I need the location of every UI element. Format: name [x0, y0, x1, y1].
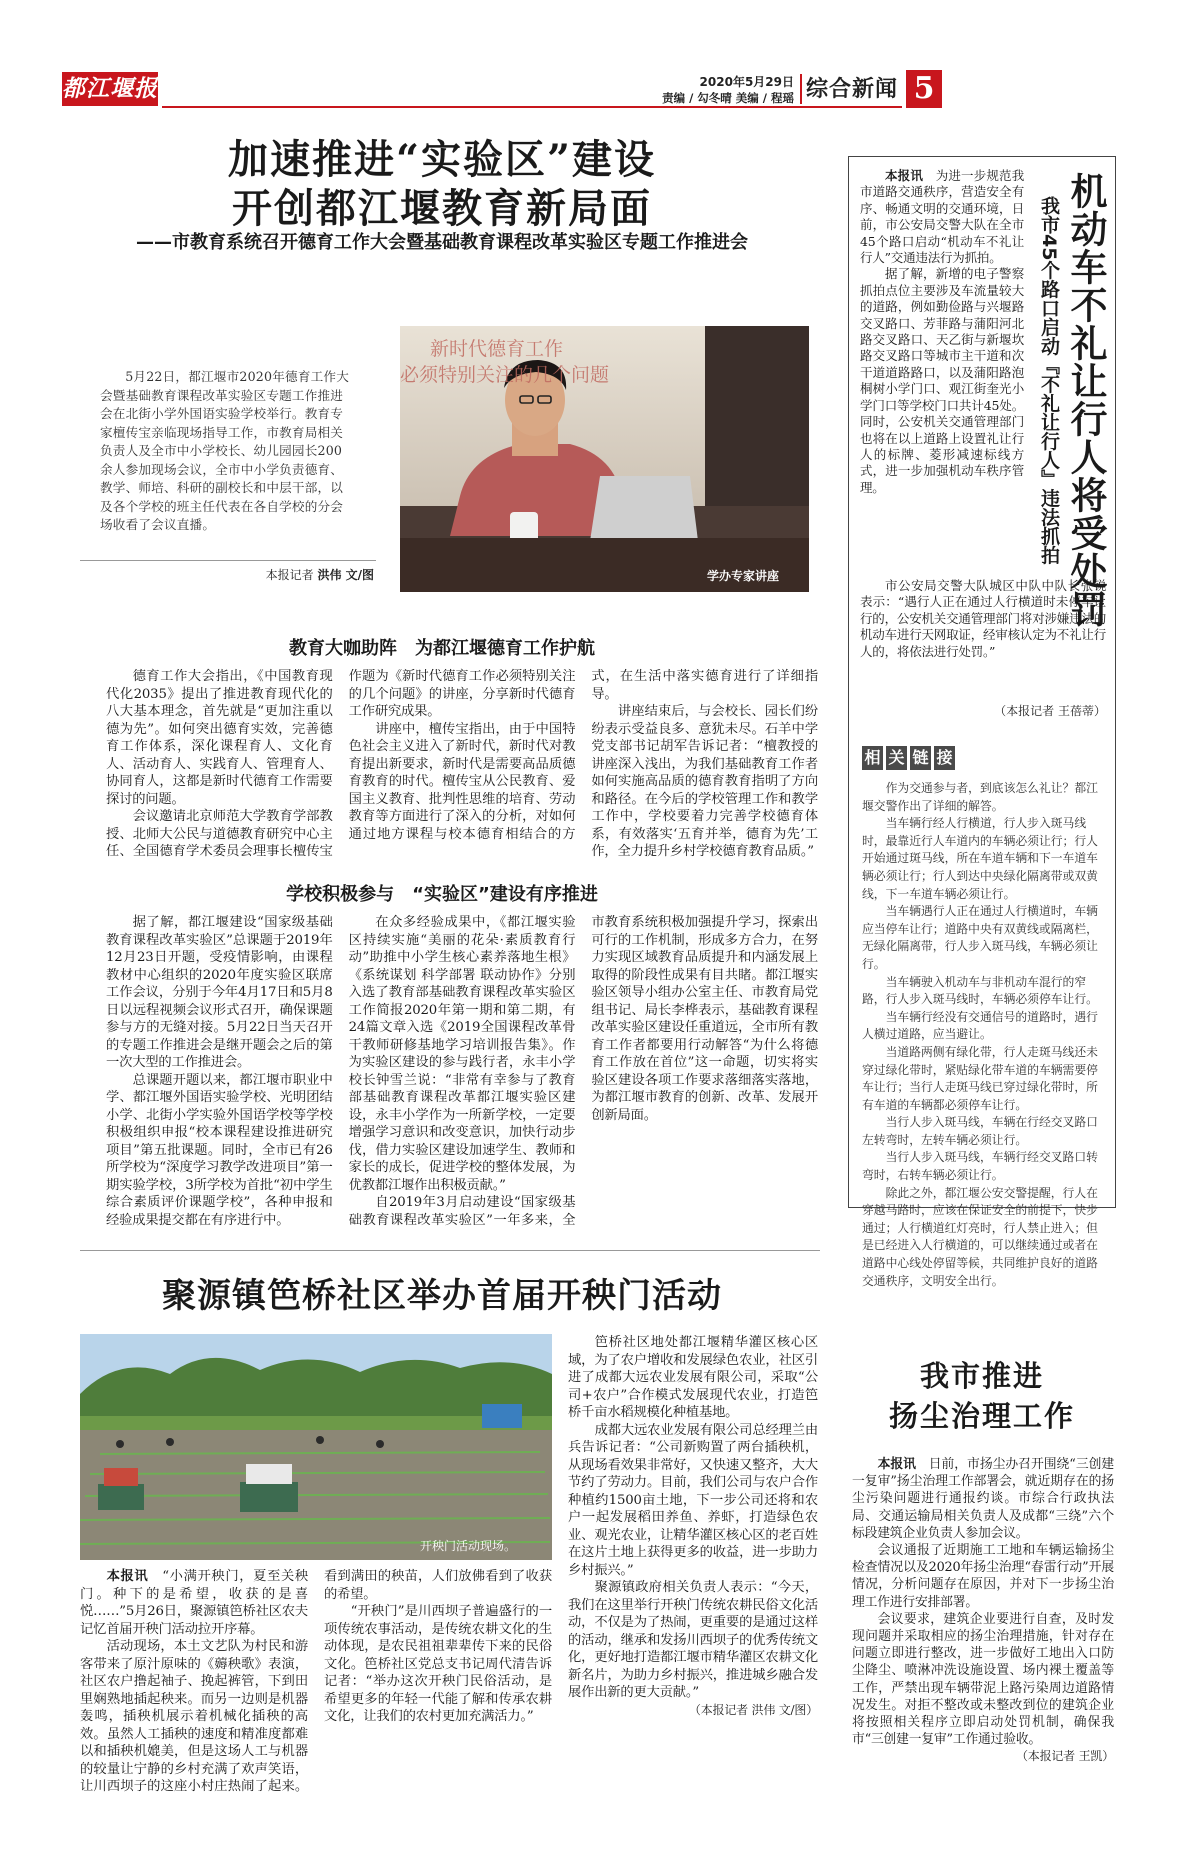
section-name: 综合新闻 [805, 77, 898, 102]
header-editors: 责编 / 勾冬晴 美编 / 程瑶 [662, 91, 794, 105]
sidebar-body-wide [860, 578, 1106, 660]
lead-subtitle: ——市教育系统召开德育工作大会暨基础教育课程改革实验区专题工作推进会 [136, 232, 748, 253]
section2-paragraph: 自2019年3月启动建设“国家级基础教育课程改革实验区”一年多来，全市教育系统积极加强提升学习，探索出可行的工作机制，形成多方合力，在努力实现区域教育品质提升和内涵发展上取得的阶段性成果有目共睹。都江堰实验区领导小组办公室主任、市教育局党组书记、局长李桦表示，基础教育课程改革实验区建设任重道远，全市所有教育工作者都要用行动解答“为什么将德育工作放在首位”这一命题，切实将实验区建设各项工作要求落细落实落地，为都江堰市教育的创新、改革、发展开创新局面。 [348, 915, 818, 1228]
related-links-char: 相 [862, 746, 883, 770]
masthead-logo: 都江堰报 [62, 72, 158, 106]
section2-heading: 学校积极参与 “实验区”建设有序推进 [286, 884, 598, 905]
related-paragraph: 当车辆遇行人正在通过人行横道时，车辆应当停车让行；道路中央有双黄线或隔离栏，无绿化隔离带，行人步入斑马线，车辆必须让行。 [862, 904, 1098, 971]
article-separator [80, 1250, 820, 1251]
section1-paragraph: 讲座中，檀传宝指出，由于中国特色社会主义进入了新时代，新时代对教育提出新要求，新时代是需要高品质德育教育的时代。檀传宝从公民教育、爱国主义教育、批判性思维的培育、劳动教育等方面进行了深入的分析，对如何通过地方课程与校本德育相结合的方式，在生活中落实德育进行了详细指导。 [348, 669, 818, 842]
related-paragraph: 当车辆行经没有交通信号的道路时，遇行人横过道路，应当避让。 [862, 1009, 1098, 1042]
article3-title-line2: 扬尘治理工作 [888, 1399, 1075, 1433]
related-links-char: 接 [934, 746, 955, 770]
sidebar-body [860, 168, 1024, 588]
sidebar-subtitle: 我市45个路口启动『不礼让行人』违法抓拍 [1038, 196, 1060, 565]
article2-paragraph: “开秧门”是川西坝子普遍盛行的一项传统农事活动，是传统农耕文化的生动体现，是农民祖祖辈辈传下来的民俗文化。笆桥社区党总支书记周代清告诉记者：“举办这次开秧门民俗活动，是希望更多的年轻一代能了解和传承农耕文化，让我们的农村更加充满活力。” [324, 1604, 552, 1724]
article2-credit: （本报记者 洪伟 文/图） [688, 1702, 818, 1717]
article3-paragraph: 会议通报了近期施工工地和车辆运输扬尘检查情况以及2020年扬尘治理“春雷行动”开展情况，分析问题存在原因，并对下一步扬尘治理工作进行安排部署。 [852, 1543, 1114, 1610]
section1-paragraph: 会议邀请北京师范大学教育学部教授、北师大公民与道德教育研究中心主任、全国德育学术委员会理事长檀传宝作题为《新时代德育工作必须特别关注的几个问题》的讲座，分享新时代德育工作研究成果。 [106, 669, 576, 859]
article3-paragraph: 本报讯 日前，市扬尘办召开围绕“三创建一复审”扬尘治理工作部署会，就近期存在的扬尘污染问题进行通报约谈。市综合行政执法局、交通运输局相关负责人及成都“三绕”六个标段建筑企业负责人参加会议。 [852, 1457, 1114, 1541]
section2-body [106, 914, 818, 1234]
article2-paragraph: 聚源镇政府相关负责人表示：“今天，我们在这里举行开秧门传统农耕民俗文化活动，不仅是为了热闹，更重要的是通过这样的活动，继承和发扬川西坝子的优秀传统文化，更好地打造都江堰市精华灌区农耕文化新名片，为助力乡村振兴，推进城乡融合发展作出新的更大贡献。” [568, 1580, 818, 1700]
related-paragraph: 当车辆行经人行横道，行人步入斑马线时，最靠近行人车道内的车辆必须让行；行人开始通过斑马线，所在车道车辆和下一车道车辆必须让行；行人到达中央绿化隔离带或双黄线，下一车道车辆必须让行。 [862, 816, 1098, 901]
section1-paragraph: 讲座结束后，与会校长、园长们纷纷表示受益良多、意犹未尽。石羊中学党支部书记胡军告诉记者：“檀教授的讲座深入浅出，为我们基础教育工作者如何实施高品质的德育教育指明了方向和路径。在今后的学校管理工作和教学工作中，学校要着力完善学校德育体系，有效落实‘五育并举，德育为先’工作，全力提升乡村学校德育教育品质。” [591, 704, 818, 859]
related-links-char: 关 [886, 746, 907, 770]
article2-body-right [568, 1334, 818, 1804]
lead-title-line1: 加速推进“实验区”建设 [227, 136, 656, 183]
section2-paragraph: 在众多经验成果中，《都江堰实验区持续实施“美丽的花朵·素质教育行动”助推中小学生核心素养落地生根》《系统谋划 科学部署 联动协作》分别入选了教育部基础教育课程改革实验区工作简报2020年第一期和第二期，有24篇文章入选《2019全国课程改革骨干教师研修基地学习培训报告集》。作为实验区建设的参与践行者，永丰小学校长钟雪兰说：“非常有幸参与了教育部基础教育课程改革都江堰实验区建设，永丰小学作为一所新学校，一定要增强学习意识和改变意识，加快行动步伐，借力实验区建设加速学生、教师和家长的成长，促进学校的整体发展，为优教都江堰作出积极贡献。” [348, 915, 576, 1193]
related-links-label [862, 746, 955, 770]
article3-paragraph: 会议要求，建筑企业要进行自查，及时发现问题并采取相应的扬尘治理措施，针对存在问题立即进行整改，进一步做好工地出入口防尘降尘、喷淋冲洗设施设置、场内裸土覆盖等工作，严禁出现车辆带泥上路污染周边道路情况发生。对拒不整改或未整改到位的建筑企业将按照相关程序立即启动处罚机制，确保我市“三创建一复审”工作通过验收。 [852, 1611, 1114, 1748]
section1-heading: 教育大咖助阵 为都江堰德育工作护航 [289, 638, 595, 659]
article2-body-left [80, 1568, 552, 1804]
related-paragraph: 当车辆驶入机动车与非机动车混行的窄路，行人步入斑马线时，车辆必须停车让行。 [862, 974, 1098, 1007]
section2-paragraph: 据了解，都江堰建设“国家级基础教育课程改革实验区”总课题于2019年12月23日开题，受疫情影响，由课程教材中心组织的2020年度实验区联席工作会议，分别于今年4月17日和5月8日以远程视频会议形式召开，确保课题参与方的无缝对接。5月22日当天召开的专题工作推进会是继开题会之后的第一次大型的工作推进会。 [106, 915, 333, 1070]
related-paragraph: 当道路两侧有绿化带，行人走斑马线还未穿过绿化带时，紧贴绿化带车道的车辆需要停车让行；当行人走斑马线已穿过绿化带时，所有车道的车辆都必须停车让行。 [862, 1044, 1098, 1112]
related-paragraph: 当行人步入斑马线，车辆在行经交叉路口左转弯时，左转车辆必须让行。 [862, 1115, 1098, 1147]
lead-photo-caption: 学办专家讲座 [706, 569, 779, 583]
article2-paragraph: 活动现场，本土文艺队为村民和游客带来了原汁原味的《薅秧歌》表演，社区农户撸起袖子、挽起裤管，下到田里娴熟地插起秧来。而另一边则是机器轰鸣，插秧机展示着机械化插秧的高效。虽然人工插秧的速度和精准度都难以和插秧机媲美，但是这场人工与机器的较量让宁静的乡村充满了欢声笑语，让川西坝子的这座小村庄热闹了起来。看到满田的秧苗，人们放佛看到了收获的希望。 [80, 1569, 552, 1794]
article2-paragraph: 本报讯 “小满开秧门，夏至关秧门。种下的是希望，收获的是喜悦……”5月26日，聚源镇笆桥社区农夫记忆首届开秧门活动拉开序幕。 [80, 1569, 308, 1637]
related-links-char: 链 [910, 746, 931, 770]
sidebar-title: 机动车不礼让行人将受处罚 [1064, 172, 1108, 628]
article3-body [852, 1456, 1114, 1766]
screen-text-1: 新时代德育工作 [430, 338, 564, 360]
section2-paragraph: 总课题开题以来，都江堰市职业中学、都江堰外国语实验学校、光明团结小学、北街小学实验外国语学校等学校积极组织申报“校本课程建设推进研究项目”第五批课题。同时，全市已有26所学校为“深度学习教学改进项目”第一期实验学校，3所学校为首批“初中学生综合素质评价课题学校”，各种申报和经验成果提交都在有序进行中。 [106, 1072, 333, 1228]
related-links-body [862, 780, 1106, 1290]
lead-title-line2: 开创都江堰教育新局面 [232, 185, 652, 232]
page-header [62, 70, 942, 110]
intro-rule [80, 560, 376, 561]
sidebar-paragraph: 本报讯 为进一步规范我市道路交通秩序，营造安全有序、畅通文明的交通环境，日前，市公安局交警大队在全市45个路口启动“机动车不礼让行人”交通违法行为抓拍。 [860, 168, 1024, 266]
article2-title: 聚源镇笆桥社区举办首届开秧门活动 [162, 1276, 722, 1316]
related-paragraph: 当行人步入斑马线，车辆行经交叉路口转弯时，右转车辆必须让行。 [862, 1150, 1098, 1183]
screen-text-2: 必须特别关注的几个问题 [400, 364, 610, 386]
related-paragraph: 作为交通参与者，到底该怎么礼让？都江堰交警作出了详细的解答。 [862, 781, 1098, 813]
related-paragraph: 除此之外，都江堰公安交警提醒，行人在穿越马路时，应该在保证安全的前提下，快步通过；人行横道红灯亮时，行人禁止进入；但是已经进入人行横道的，可以继续通过或者在道路中心线处停留等候，共同维护良好的道路交通秩序，文明安全出行。 [862, 1185, 1098, 1288]
section1-paragraph: 德育工作大会指出，《中国教育现代化2035》提出了推进教育现代化的八大基本理念，首先就是“更加注重以德为先”。如何突出德育实效，完善德育工作体系，深化课程育人、文化育人、活动育人、实践育人、管理育人、协同育人，这都是新时代德育工作需要探讨的问题。 [106, 669, 333, 807]
page-number-badge: 5 [906, 70, 942, 108]
lead-photo [400, 326, 809, 592]
section1-body [106, 668, 818, 862]
article3-credit: （本报记者 王凯） [1015, 1749, 1114, 1764]
lead-intro: 5月22日，都江堰市2020年德育工作大会暨基础教育课程改革实验区专题工作推进会在北街小学外国语实验学校举行。教育专家檀传宝亲临现场指导工作，市教育局相关负责人及全市中小学校长、幼儿园园长200余人参加现场会议，全市中小学负责德育、教学、师培、科研的副校长和中层干部，以及各个学校的班主任代表在各自学校的分会场收看了会议直播。 [100, 369, 349, 532]
sidebar-paragraph: 据了解，新增的电子警察抓拍点位主要涉及车流量较大的道路，例如勤俭路与兴堰路交叉路口、芳菲路与蒲阳河北路交叉路口、天乙街与新堰坎路交叉路口等城市主干道和次干道道路路口，以及蒲阳路泡桐树小学门口、观江街奎光小学门口等学校门口共计45处。同时，公安机关交通管理部门也将在以上道路上设置礼让行人的标牌、菱形减速标线方式，进一步加强机动车秩序管理。 [860, 266, 1024, 495]
lead-credit: 本报记者 洪伟 文/图 [265, 568, 374, 582]
header-date: 2020年5月29日 [699, 75, 794, 89]
paddy-field-graphic [80, 1334, 552, 1560]
header-divider [800, 74, 802, 104]
article2-paragraph: 笆桥社区地处都江堰精华灌区核心区域，为了农户增收和发展绿色农业，社区引进了成都大远农业发展有限公司，采取“公司+农户”合作模式发展现代农业，打造笆桥千亩水稻规模化种植基地。 [568, 1335, 818, 1420]
article2-photo-caption: 开秧门活动现场。 [419, 1539, 516, 1553]
article2-paragraph: 成都大远农业发展有限公司总经理兰由兵告诉记者：“公司新购置了两台插秧机，从现场看效果非常好，又快速又整齐，大大节约了劳动力。目前，我们公司与农户合作种植约1500亩土地，下一步公司还将和农户一起发展稻田养鱼、养虾，打造绿色农业、观光农业，让精华灌区核心区的老百姓在这片土地上获得更多的收益，进一步助力乡村振兴。” [568, 1422, 818, 1578]
sidebar-credit: （本报记者 王蓓蒂） [994, 704, 1106, 718]
sidebar-paragraph: 市公安局交警大队城区中队中队长张锐表示：“遇行人正在通过人行横道时未停车让行的，公安机关交通管理部门将对涉嫌违法的机动车进行天网取证，经审核认定为不礼让行人的，将依法进行处罚。” [860, 578, 1107, 659]
article3-title-line1: 我市推进 [919, 1359, 1044, 1393]
article2-photo [80, 1334, 552, 1560]
header-rule [162, 106, 902, 108]
